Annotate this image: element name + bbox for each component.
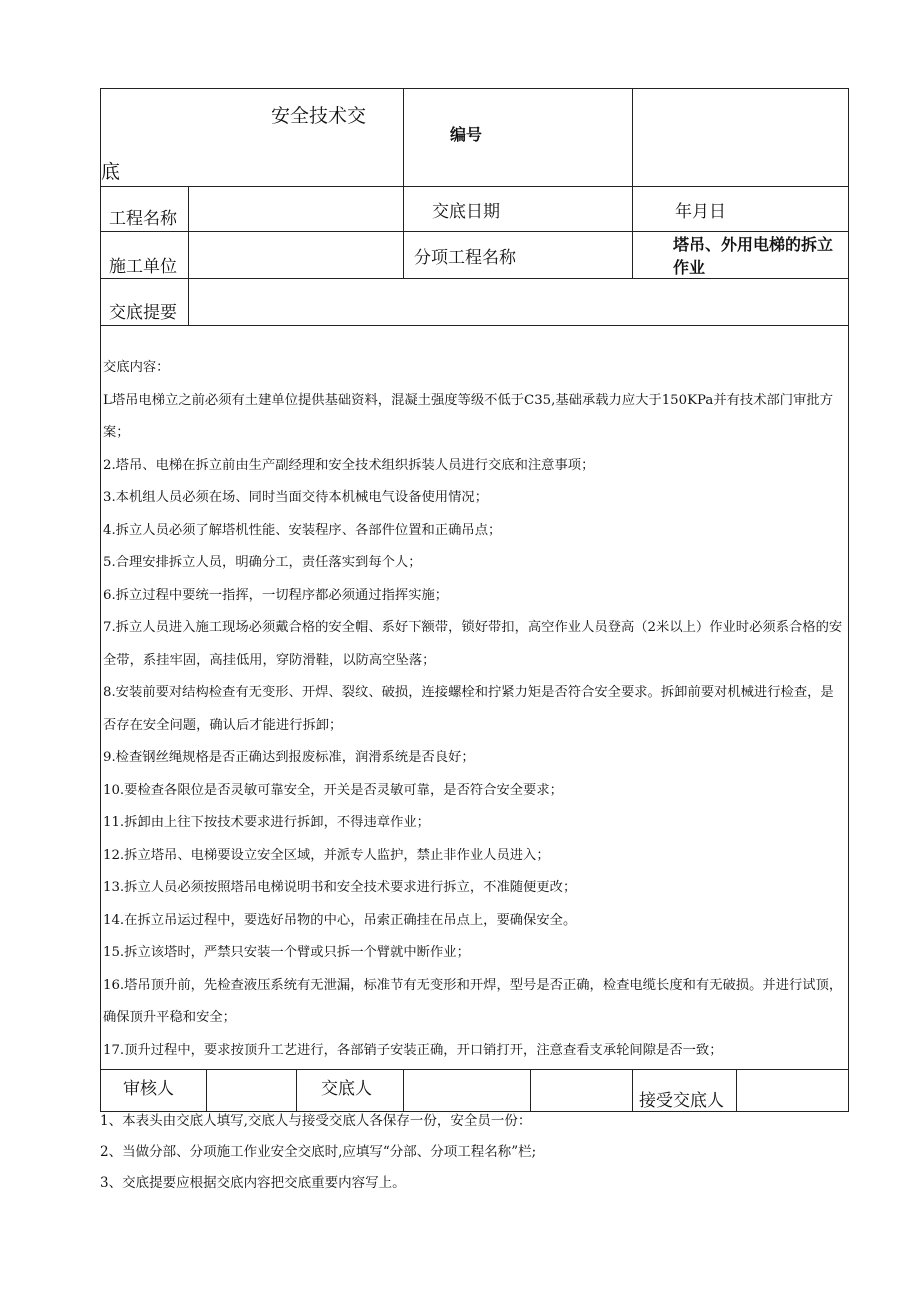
content-item: 11.拆卸由上往下按技术要求进行拆卸，不得违章作业；	[103, 815, 430, 830]
unit-label-cell	[101, 232, 189, 279]
unit-value-cell[interactable]	[189, 232, 404, 279]
project-name-value-cell[interactable]	[189, 187, 404, 232]
subproject-value: 塔吊、外用电梯的拆立作业	[673, 235, 834, 277]
date-value-cell[interactable]	[633, 187, 849, 232]
content-item: 16.塔吊顶升前，先检查液压系统有无泄漏，标准节有无变形和开焊，型号是否正确，检查电缆长度和有无破损。并进行试顶，确保顶升平稳和安全；	[103, 977, 843, 1025]
safety-briefing-form	[100, 88, 848, 1112]
footnotes	[100, 1106, 536, 1199]
content-item: 10.要检查各限位是否灵敏可靠安全，开关是否灵敏可靠，是否符合安全要求；	[103, 782, 563, 798]
content-cell	[101, 326, 849, 1070]
number-value-cell[interactable]	[633, 89, 849, 187]
title-cell	[101, 89, 404, 187]
number-label: 编号	[450, 125, 483, 144]
summary-value-cell[interactable]	[189, 279, 849, 326]
content-heading: 交底内容：	[103, 360, 170, 375]
number-label-cell	[404, 89, 633, 187]
date-value: 年月日	[675, 201, 727, 222]
receiver-label: 接受交底人	[639, 1091, 725, 1111]
content-item: 14.在拆立吊运过程中，要选好吊物的中心，吊索正确挂在吊点上，要确保安全。	[103, 912, 577, 928]
content-item: 4.拆立人员必须了解塔机性能、安装程序、各部件位置和正确吊点；	[103, 522, 502, 538]
footnote: 1、本表头由交底人填写,交底人与接受交底人各保存一份，安全员一份：	[100, 1113, 532, 1129]
project-name-label-cell	[101, 187, 189, 232]
content-item: 15.拆立该塔时，严禁只安装一个臂或只拆一个臂就中断作业；	[103, 945, 470, 960]
summary-label: 交底提要	[109, 303, 177, 323]
presenter-label: 交底人	[321, 1079, 372, 1099]
reviewer-label: 审核人	[123, 1079, 174, 1099]
content-item: 2.塔吊、电梯在拆立前由生产副经理和安全技术组织拆装人员进行交底和注意事项；	[103, 457, 595, 473]
footnote: 3、交底提要应根据交底内容把交底重要内容写上。	[100, 1175, 406, 1191]
receiver-value-cell[interactable]	[737, 1070, 849, 1112]
content-item: 7.拆立人员进入施工现场必须戴合格的安全帽、系好下额带，锁好带扣，高空作业人员登高（2米以上）作业时必须系合格的安全带，系挂牢固，高挂低用，穿防滑鞋，以防高空坠落；	[103, 620, 843, 668]
date-label: 交底日期	[432, 201, 500, 222]
content-item: 12.拆立塔吊、电梯要设立安全区域，并派专人监护，禁止非作业人员进入；	[103, 847, 550, 863]
content-item: 8.安装前要对结构检查有无变形、开焊、裂纹、破损，连接螺栓和拧紧力矩是否符合安全要求。拆卸前要对机械进行检查，是否存在安全问题，确认后才能进行拆卸；	[103, 685, 834, 733]
content-item: 9.检查钢丝绳规格是否正确达到报废标准，润滑系统是否良好；	[103, 750, 475, 765]
content-item: 13.拆立人员必须按照塔吊电梯说明书和安全技术要求进行拆立，不准随便更改；	[103, 880, 577, 895]
receiver-label-cell	[633, 1070, 737, 1112]
footnote: 2、当做分部、分项施工作业安全交底时,应填写“分部、分项工程名称”栏;	[100, 1144, 537, 1160]
content-item: 6.拆立过程中要统一指挥，一切程序都必须通过指挥实施；	[103, 587, 449, 603]
subproject-label: 分项工程名称	[414, 247, 516, 268]
content-item: 5.合理安排拆立人员，明确分工，责任落实到每个人；	[103, 555, 422, 570]
subproject-value-cell[interactable]	[633, 232, 849, 279]
form-title-line1: 安全技术交	[271, 105, 367, 127]
unit-label: 施工单位	[109, 257, 177, 277]
content-item: 3.本机组人员必须在场、同时当面交待本机械电气设备使用情况；	[103, 490, 488, 505]
form-title-line2: 底	[101, 161, 121, 183]
form-table	[100, 88, 849, 1112]
content-item: L塔吊电梯立之前必须有土建单位提供基础资料，混凝土强度等级不低于C35,基础承载力应大于150KPa并有技术部门审批方案；	[103, 392, 833, 440]
project-name-label: 工程名称	[109, 209, 177, 229]
content-body	[101, 326, 848, 1069]
summary-label-cell	[101, 279, 189, 326]
subproject-label-cell	[404, 232, 633, 279]
date-label-cell	[404, 187, 633, 232]
content-item: 17.顶升过程中，要求按顶升工艺进行，各部销子安装正确，开口销打开，注意查看支承轮间隙是否一致；	[103, 1042, 723, 1058]
